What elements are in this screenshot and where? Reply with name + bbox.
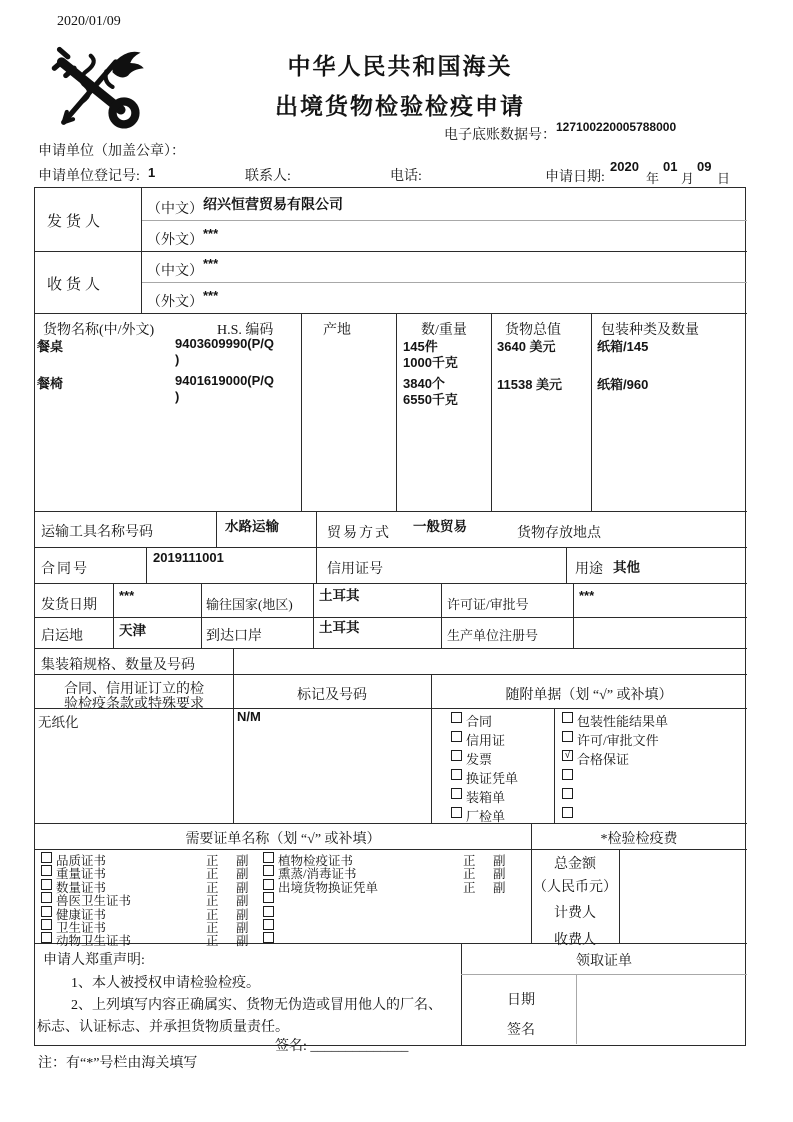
page-title: 中华人民共和国海关 bbox=[287, 54, 513, 79]
grid-line bbox=[35, 547, 747, 548]
goods-row-qty: 145件 bbox=[403, 339, 438, 354]
goods-row-package: 纸箱/960 bbox=[597, 377, 649, 392]
applicant-reg-label: 申请单位登记号: bbox=[38, 169, 140, 184]
goods-header-package: 包装种类及数量 bbox=[601, 323, 699, 338]
clauses-header-line1: 合同、信用证订立的检 bbox=[64, 682, 204, 697]
grid-line bbox=[233, 648, 234, 823]
fee-total-unit-label: （人民币元） bbox=[533, 880, 617, 895]
grid-line bbox=[35, 617, 747, 618]
checkbox-label: 换证凭单 bbox=[466, 771, 519, 786]
checkbox-blank bbox=[263, 906, 274, 917]
license-value: *** bbox=[579, 588, 595, 603]
grid-line bbox=[146, 547, 147, 583]
cert-label: 熏蒸/消毒证书 bbox=[278, 867, 357, 881]
goods-row-qty: 3840个 bbox=[403, 376, 445, 391]
cert-label: 植物检疫证书 bbox=[278, 854, 354, 868]
consignor-fn-value: *** bbox=[203, 226, 219, 241]
declaration-line1: 1、本人被授权申请检验检疫。 bbox=[71, 976, 260, 991]
fn-prefix: （外文） bbox=[147, 295, 203, 310]
year-unit: 年 bbox=[646, 171, 660, 186]
grid-line bbox=[301, 313, 302, 511]
phone-label: 电话: bbox=[390, 169, 422, 184]
cert-label: 出境货物换证凭单 bbox=[278, 881, 379, 895]
checkbox-weight-cert bbox=[41, 865, 52, 876]
checkbox-blank bbox=[562, 769, 573, 780]
contract-value: 2019111001 bbox=[153, 550, 224, 565]
cert-label: 品质证书 bbox=[56, 854, 107, 868]
consignor-label: 发货人 bbox=[47, 214, 105, 230]
grid-line bbox=[576, 974, 577, 1044]
checkbox-label: 合同 bbox=[466, 714, 493, 729]
vehicle-value: 水路运输 bbox=[225, 519, 279, 534]
checkbox-exchange-cert bbox=[451, 769, 462, 780]
grid-line bbox=[35, 583, 747, 584]
declaration-title: 申请人郑重声明: bbox=[43, 953, 145, 968]
copy-duplicate: 副 bbox=[236, 867, 249, 881]
checkbox-quantity-cert bbox=[41, 879, 52, 890]
checkbox-blank bbox=[263, 919, 274, 930]
cert-label: 卫生证书 bbox=[56, 921, 107, 935]
copy-original: 正 bbox=[206, 921, 219, 935]
goods-row-value: 3640 美元 bbox=[497, 339, 556, 354]
contact-label: 联系人: bbox=[245, 169, 291, 184]
cert-label: 兽医卫生证书 bbox=[56, 894, 132, 908]
grid-line bbox=[619, 849, 620, 943]
grid-line bbox=[491, 313, 492, 511]
departure-label: 启运地 bbox=[41, 629, 83, 644]
contract-label: 合同号 bbox=[41, 562, 89, 577]
arrival-port-value: 土耳其 bbox=[319, 620, 360, 635]
vehicle-label: 运输工具名称号码 bbox=[41, 525, 153, 540]
goods-header-origin: 产地 bbox=[323, 323, 351, 338]
checkbox-label: 装箱单 bbox=[466, 790, 506, 805]
eledger-value: 127100220005788000 bbox=[556, 120, 677, 134]
goods-row-package: 纸箱/145 bbox=[597, 339, 649, 354]
grid-line bbox=[35, 674, 747, 675]
grid-line bbox=[35, 313, 747, 314]
pickup-date-label: 日期 bbox=[507, 993, 535, 1008]
copy-duplicate: 副 bbox=[493, 867, 506, 881]
checkbox-fumigation-cert bbox=[263, 865, 274, 876]
copy-duplicate: 副 bbox=[236, 854, 249, 868]
copy-duplicate: 副 bbox=[493, 854, 506, 868]
goods-row-hs: 9403609990(P/Q bbox=[175, 336, 275, 351]
grid-line bbox=[591, 313, 592, 511]
consignor-cn-value: 绍兴恒营贸易有限公司 bbox=[203, 196, 343, 212]
goods-row-weight: 1000千克 bbox=[403, 355, 458, 370]
goods-header-qty: 数/重量 bbox=[421, 323, 467, 338]
fee-collector-label: 收费人 bbox=[554, 933, 596, 948]
eledger-label: 电子底账数据号： bbox=[444, 128, 556, 143]
copy-duplicate: 副 bbox=[236, 934, 249, 948]
cert-label: 重量证书 bbox=[56, 867, 107, 881]
checkbox-label: 许可/审批文件 bbox=[577, 733, 659, 748]
fee-total-label: 总金额 bbox=[554, 857, 596, 872]
grid-line bbox=[141, 220, 747, 221]
goods-row-weight: 6550千克 bbox=[403, 392, 458, 407]
grid-line bbox=[461, 974, 747, 975]
copy-duplicate: 副 bbox=[493, 881, 506, 895]
checkbox-label: 信用证 bbox=[466, 733, 506, 748]
checkbox-health-cert bbox=[41, 906, 52, 917]
ship-date-value: *** bbox=[119, 588, 135, 603]
usage-label: 用途 bbox=[575, 562, 603, 577]
applicant-unit-label: 申请单位（加盖公章）： bbox=[38, 144, 185, 159]
grid-line bbox=[566, 547, 567, 583]
fn-prefix: （外文） bbox=[147, 233, 203, 248]
consignee-label: 收货人 bbox=[47, 277, 105, 293]
copy-original: 正 bbox=[206, 867, 219, 881]
dest-country-value: 土耳其 bbox=[319, 588, 360, 603]
goods-row-value: 11538 美元 bbox=[497, 377, 563, 392]
grid-line bbox=[554, 708, 555, 823]
checkbox-phyto-cert bbox=[263, 852, 274, 863]
ship-date-label: 发货日期 bbox=[41, 598, 97, 613]
checkbox-sanitary-cert bbox=[41, 919, 52, 930]
copy-original: 正 bbox=[463, 867, 476, 881]
form-table bbox=[34, 187, 746, 1054]
checkbox-label: 合格保证 bbox=[577, 752, 630, 767]
apply-date-month: 01 bbox=[663, 159, 678, 174]
checkbox-quality-cert bbox=[41, 852, 52, 863]
grid-line bbox=[216, 511, 217, 547]
cert-label: 健康证书 bbox=[56, 908, 107, 922]
page-subtitle: 出境货物检验检疫申请 bbox=[275, 94, 525, 119]
grid-line bbox=[35, 943, 747, 944]
grid-line bbox=[396, 313, 397, 511]
apply-date-label: 申请日期: bbox=[545, 170, 605, 185]
producer-reg-label: 生产单位注册号 bbox=[447, 628, 539, 643]
checkbox-invoice bbox=[451, 750, 462, 761]
goods-header-name: 货物名称(中/外文) bbox=[43, 323, 155, 338]
goods-row-hs-cont: ) bbox=[175, 352, 180, 367]
copy-original: 正 bbox=[463, 854, 476, 868]
lc-label: 信用证号 bbox=[327, 562, 383, 577]
grid-line bbox=[35, 849, 747, 850]
checkbox-blank bbox=[562, 807, 573, 818]
checkbox-animal-health-cert bbox=[41, 932, 52, 943]
checkbox-blank bbox=[263, 892, 274, 903]
copy-original: 正 bbox=[206, 881, 219, 895]
checkbox-label: 厂检单 bbox=[466, 809, 506, 824]
copy-duplicate: 副 bbox=[236, 921, 249, 935]
dest-country-label: 输往国家(地区) bbox=[206, 597, 293, 612]
applicant-reg-value: 1 bbox=[148, 165, 156, 180]
footnote: 注：有“*”号栏由海关填写 bbox=[38, 1056, 198, 1071]
docs-header: 随附单据（划 “√” 或补填） bbox=[505, 688, 673, 703]
usage-value: 其他 bbox=[613, 560, 640, 575]
checkbox-exit-exchange-cert bbox=[263, 879, 274, 890]
declaration-line3: 标志、认证标志、并承担货物质量责任。 bbox=[37, 1020, 289, 1035]
grid-line bbox=[141, 188, 142, 313]
goods-row-name: 餐椅 bbox=[37, 376, 64, 391]
month-unit: 月 bbox=[681, 171, 695, 186]
grid-line bbox=[313, 583, 314, 648]
pickup-sign-label: 签名 bbox=[507, 1023, 535, 1038]
checkbox-contract bbox=[451, 712, 462, 723]
cn-prefix: （中文） bbox=[147, 264, 203, 279]
apply-date-day: 09 bbox=[697, 159, 712, 174]
apply-date-year: 2020 bbox=[610, 159, 639, 174]
trade-mode-value: 一般贸易 bbox=[413, 519, 467, 534]
consignee-fn-value: *** bbox=[203, 288, 219, 303]
grid-line bbox=[441, 583, 442, 648]
day-unit: 日 bbox=[717, 171, 731, 186]
declaration-line2: 2、上列填写内容正确属实、货物无伪造或冒用他人的厂名、 bbox=[71, 998, 442, 1013]
goods-header-value: 货物总值 bbox=[505, 323, 561, 338]
grid-line bbox=[141, 282, 747, 283]
pickup-title: 领取证单 bbox=[576, 954, 632, 969]
container-label: 集装箱规格、数量及号码 bbox=[41, 658, 195, 673]
print-date: 2020/01/09 bbox=[57, 14, 121, 29]
grid-line bbox=[201, 583, 202, 648]
grid-line bbox=[35, 511, 747, 512]
copy-original: 正 bbox=[463, 881, 476, 895]
goods-header-hs: H.S. 编码 bbox=[217, 323, 274, 338]
cn-prefix: （中文） bbox=[147, 202, 203, 217]
customs-emblem-logo bbox=[46, 46, 150, 130]
clauses-header-line2: 验检疫条款或特殊要求 bbox=[64, 697, 204, 712]
grid-line bbox=[35, 823, 747, 824]
checkbox-label: 包装性能结果单 bbox=[577, 714, 669, 729]
copy-original: 正 bbox=[206, 934, 219, 948]
checkbox-vet-health-cert bbox=[41, 892, 52, 903]
grid-line bbox=[113, 583, 114, 648]
license-label: 许可证/审批号 bbox=[447, 597, 529, 612]
arrival-port-label: 到达口岸 bbox=[206, 629, 262, 644]
grid-line bbox=[573, 583, 574, 648]
copy-original: 正 bbox=[206, 908, 219, 922]
checkbox-blank bbox=[562, 788, 573, 799]
checkbox-blank bbox=[263, 932, 274, 943]
departure-value: 天津 bbox=[119, 623, 146, 638]
checkbox-lc bbox=[451, 731, 462, 742]
copy-duplicate: 副 bbox=[236, 908, 249, 922]
checkbox-label: 发票 bbox=[466, 752, 493, 767]
cert-label: 动物卫生证书 bbox=[56, 934, 132, 948]
copy-duplicate: 副 bbox=[236, 894, 249, 908]
declaration-sign-label: 签名: ______________ bbox=[275, 1039, 409, 1054]
marks-value: N/M bbox=[237, 709, 261, 724]
checkbox-conformity-guarantee: √ bbox=[562, 750, 573, 761]
goods-row-name: 餐桌 bbox=[37, 339, 64, 354]
copy-original: 正 bbox=[206, 894, 219, 908]
certs-header: 需要证单名称（划 “√” 或补填） bbox=[185, 832, 381, 847]
grid-line bbox=[316, 511, 317, 547]
checkbox-license-docs bbox=[562, 731, 573, 742]
fee-header: *检验检疫费 bbox=[600, 832, 678, 847]
copy-duplicate: 副 bbox=[236, 881, 249, 895]
goods-row-hs: 9401619000(P/Q bbox=[175, 373, 275, 388]
consignee-cn-value: *** bbox=[203, 256, 219, 271]
goods-row-hs-cont: ) bbox=[175, 389, 180, 404]
clauses-value: 无纸化 bbox=[38, 715, 79, 730]
cert-label: 数量证书 bbox=[56, 881, 107, 895]
checkbox-packing-list bbox=[451, 788, 462, 799]
trade-mode-label: 贸易方式 bbox=[327, 526, 391, 541]
fee-calculator-label: 计费人 bbox=[554, 906, 596, 921]
checkbox-packaging-result bbox=[562, 712, 573, 723]
grid-line bbox=[316, 547, 317, 583]
storage-label: 货物存放地点 bbox=[517, 526, 601, 541]
marks-header: 标记及号码 bbox=[297, 688, 367, 703]
copy-original: 正 bbox=[206, 854, 219, 868]
grid-line bbox=[35, 648, 747, 649]
checkbox-factory-inspection bbox=[451, 807, 462, 818]
